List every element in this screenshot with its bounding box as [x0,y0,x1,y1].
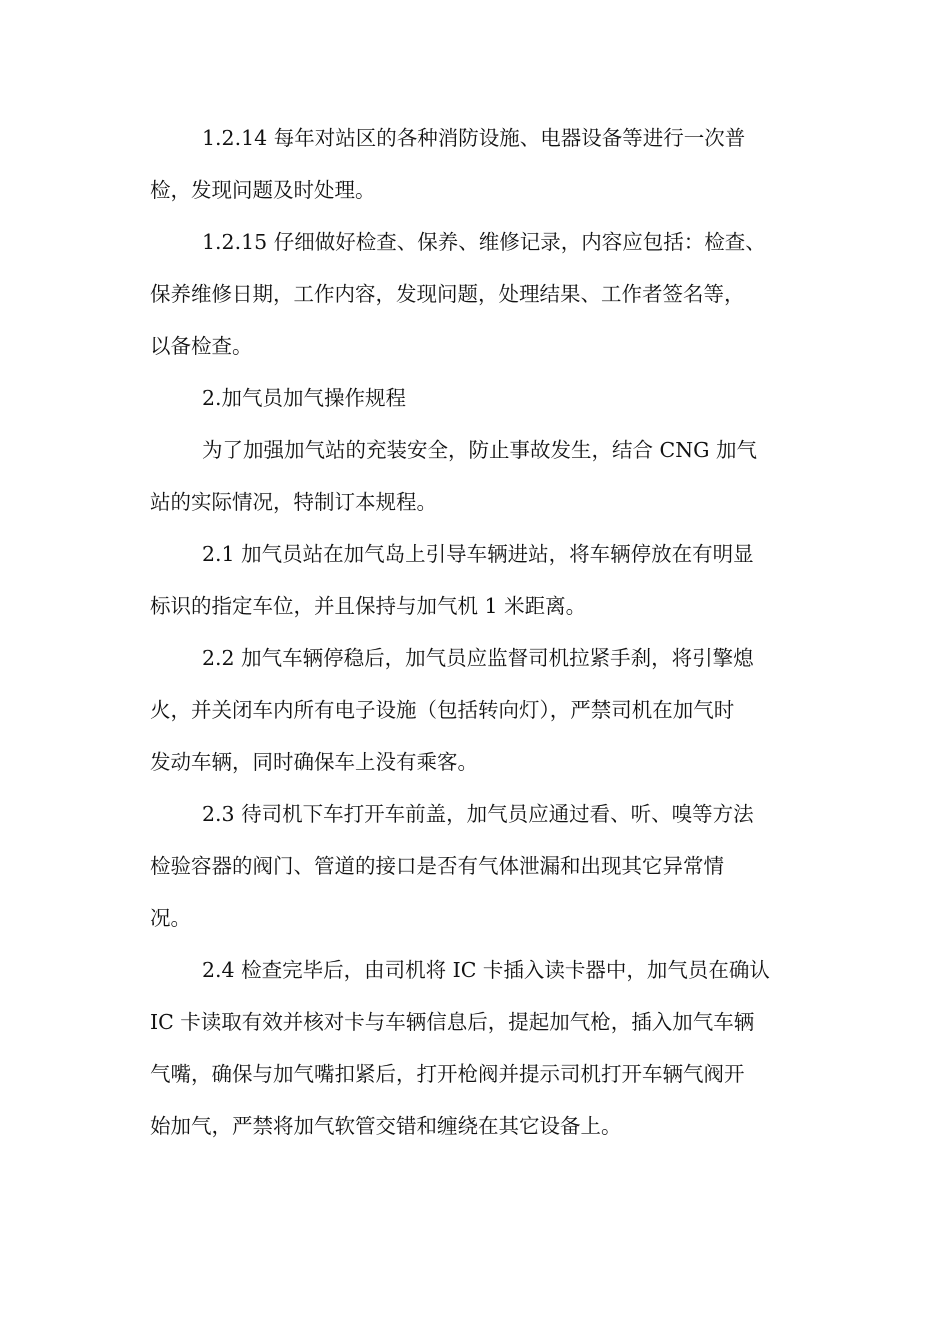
text-line: 2.1 加气员站在加气岛上引导车辆进站，将车辆停放在有明显 [202,542,754,566]
paragraph-2-2 [150,632,802,788]
text-line: 检验容器的阀门、管道的接口是否有气体泄漏和出现其它异常情 [150,854,724,878]
paragraph-2-4 [150,944,802,1152]
text-line: 标识的指定车位，并且保持与加气机 1 米距离。 [150,594,587,618]
text-line: IC 卡读取有效并核对卡与车辆信息后，提起加气枪，插入加气车辆 [150,1010,755,1034]
paragraph-2-3 [150,788,802,944]
text-line: 为了加强加气站的充装安全，防止事故发生，结合 CNG 加气 [202,438,758,462]
paragraph-1-2-15 [150,216,802,372]
paragraph-intro [150,424,802,528]
text-line: 2.4 检查完毕后，由司机将 IC 卡插入读卡器中，加气员在确认 [202,958,770,982]
text-line: 2.加气员加气操作规程 [202,386,407,410]
text-line: 1.2.15 仔细做好检查、保养、维修记录，内容应包括：检查、 [202,230,766,254]
text-line: 2.2 加气车辆停稳后，加气员应监督司机拉紧手刹，将引擎熄 [202,646,754,670]
text-line: 检，发现问题及时处理。 [150,178,376,202]
text-line: 火，并关闭车内所有电子设施（包括转向灯），严禁司机在加气时 [150,698,735,722]
paragraph-1-2-14 [150,112,802,216]
text-line: 发动车辆，同时确保车上没有乘客。 [150,750,478,774]
text-line: 况。 [150,906,191,930]
text-line: 以备检查。 [150,334,253,358]
text-line: 2.3 待司机下车打开车前盖，加气员应通过看、听、嗅等方法 [202,802,754,826]
document-body [150,112,802,1152]
text-line: 气嘴，确保与加气嘴扣紧后，打开枪阀并提示司机打开车辆气阀开 [150,1062,745,1086]
text-line: 1.2.14 每年对站区的各种消防设施、电器设备等进行一次普 [202,126,746,150]
section-heading-2 [150,372,802,424]
text-line: 保养维修日期，工作内容，发现问题，处理结果、工作者签名等， [150,282,745,306]
paragraph-2-1 [150,528,802,632]
text-line: 始加气，严禁将加气软管交错和缠绕在其它设备上。 [150,1114,622,1138]
text-line: 站的实际情况，特制订本规程。 [150,490,437,514]
